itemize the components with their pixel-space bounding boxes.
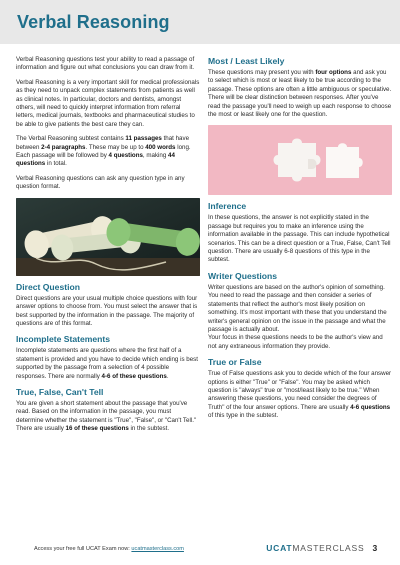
footer-exam-text: Access your free full UCAT Exam now:: [34, 546, 132, 552]
most-least-likely-paragraph: These questions may present you with four options and ask you to select which is most or least likely to be true according to the passage. These options are often a little ambiguous or speculative. There will be clear distinction between responses. After you've read the passage you'll need to weigh up each response to choose the most or least likely one for the question.: [208, 69, 392, 119]
puzzle-photo: [208, 125, 392, 195]
brand-masterclass: MASTERCLASS: [292, 543, 365, 553]
writer-paragraph-2: Your focus in these questions needs to be the author's view and not any extraneous information they provide.: [208, 334, 383, 350]
footer-brand: [266, 543, 378, 553]
true-or-false-paragraph: True of False questions ask you to decide which of the four answer options is either "True" or "False". You may be asked which question is "always" true or "most/least likely to be true." When answering these questions, you need consider the degrees of Truth" of the four answer options. There are usually 4-6 questions of this type in the subtest.: [208, 370, 392, 420]
page-number: 3: [372, 543, 378, 553]
inference-heading: Inference: [208, 201, 247, 212]
true-false-cant-tell-heading: True, False, Can't Tell: [16, 386, 104, 397]
true-false-cant-tell-paragraph: You are given a short statement about the passage that you've read. Based on the information in the passage, you must determine whether the statement is "True", "False", or "Can't Tell." There are usually 16 of these questions in the subtest.: [16, 399, 197, 433]
right-column: [208, 56, 392, 427]
title-bar: [0, 0, 400, 44]
incomplete-statements-heading: Incomplete Statements: [16, 334, 111, 345]
footer-exam-link[interactable]: ucatmasterclass.com: [131, 546, 184, 552]
writer-questions-heading: Writer Questions: [208, 270, 278, 281]
telephones-photo: [16, 198, 200, 276]
formats-paragraph: Verbal Reasoning questions can ask any question type in any question format.: [16, 174, 185, 191]
writer-paragraph-1: Writer questions are based on the author's opinion of something. You need to read the passage and then consider a series of statements that reflect the author's most likely position on something. It's most important with these that you understand the writer's general opinion on the issue in the passage and what the passage is actually about.: [208, 283, 387, 333]
most-least-likely-heading: Most / Least Likely: [208, 56, 285, 66]
subtest-paragraph: The Verbal Reasoning subtest contains 11 passages that have between 2-4 paragraphs. These may be up to 400 words long. Each passage will be followed by 4 questions, making 44 questions in total.: [16, 135, 191, 168]
brand-ucat: UCAT: [266, 543, 293, 553]
true-or-false-heading: True or False: [208, 357, 262, 368]
intro-paragraph-1: Verbal Reasoning questions test your ability to read a passage of information and figure out what conclusions you can draw from it.: [16, 56, 195, 72]
page-title: Verbal Reasoning: [17, 12, 170, 32]
intro-paragraph-2: Verbal Reasoning is a very important skill for medical professionals as they need to unpack complex statements from patients as well as clinical notes. In particular, doctors and dentists, amongst others, will need to quickly interpret information from referral letters, medical journals, textbooks and pharmaceutical studies to be able to give patients the best care they can.: [16, 78, 200, 128]
direct-question-heading: Direct Question: [16, 281, 80, 292]
inference-paragraph: In these questions, the answer is not explicitly stated in the passage but requires you to make an inference using the information available in the passage. This can include hypothetical scenarios. This can be a direct question or a True, False, Can't Tell question. There are usually 6-8 questions of this type in the subtest.: [208, 214, 391, 264]
incomplete-statements-paragraph: Incomplete statements are questions where the first half of a statement is provided and you have to decide which ending is best supported by the passage from a selection of 4 possible responses. There are normally 4-6 of these questions.: [16, 347, 198, 380]
left-column: [16, 56, 200, 440]
footer-exam-note: [34, 546, 184, 552]
direct-question-paragraph: Direct questions are your usual multiple choice questions with four answer options to choose from. You must select the answer that is best supported by the information in the passage. The majority of questions are of this format.: [16, 294, 198, 327]
